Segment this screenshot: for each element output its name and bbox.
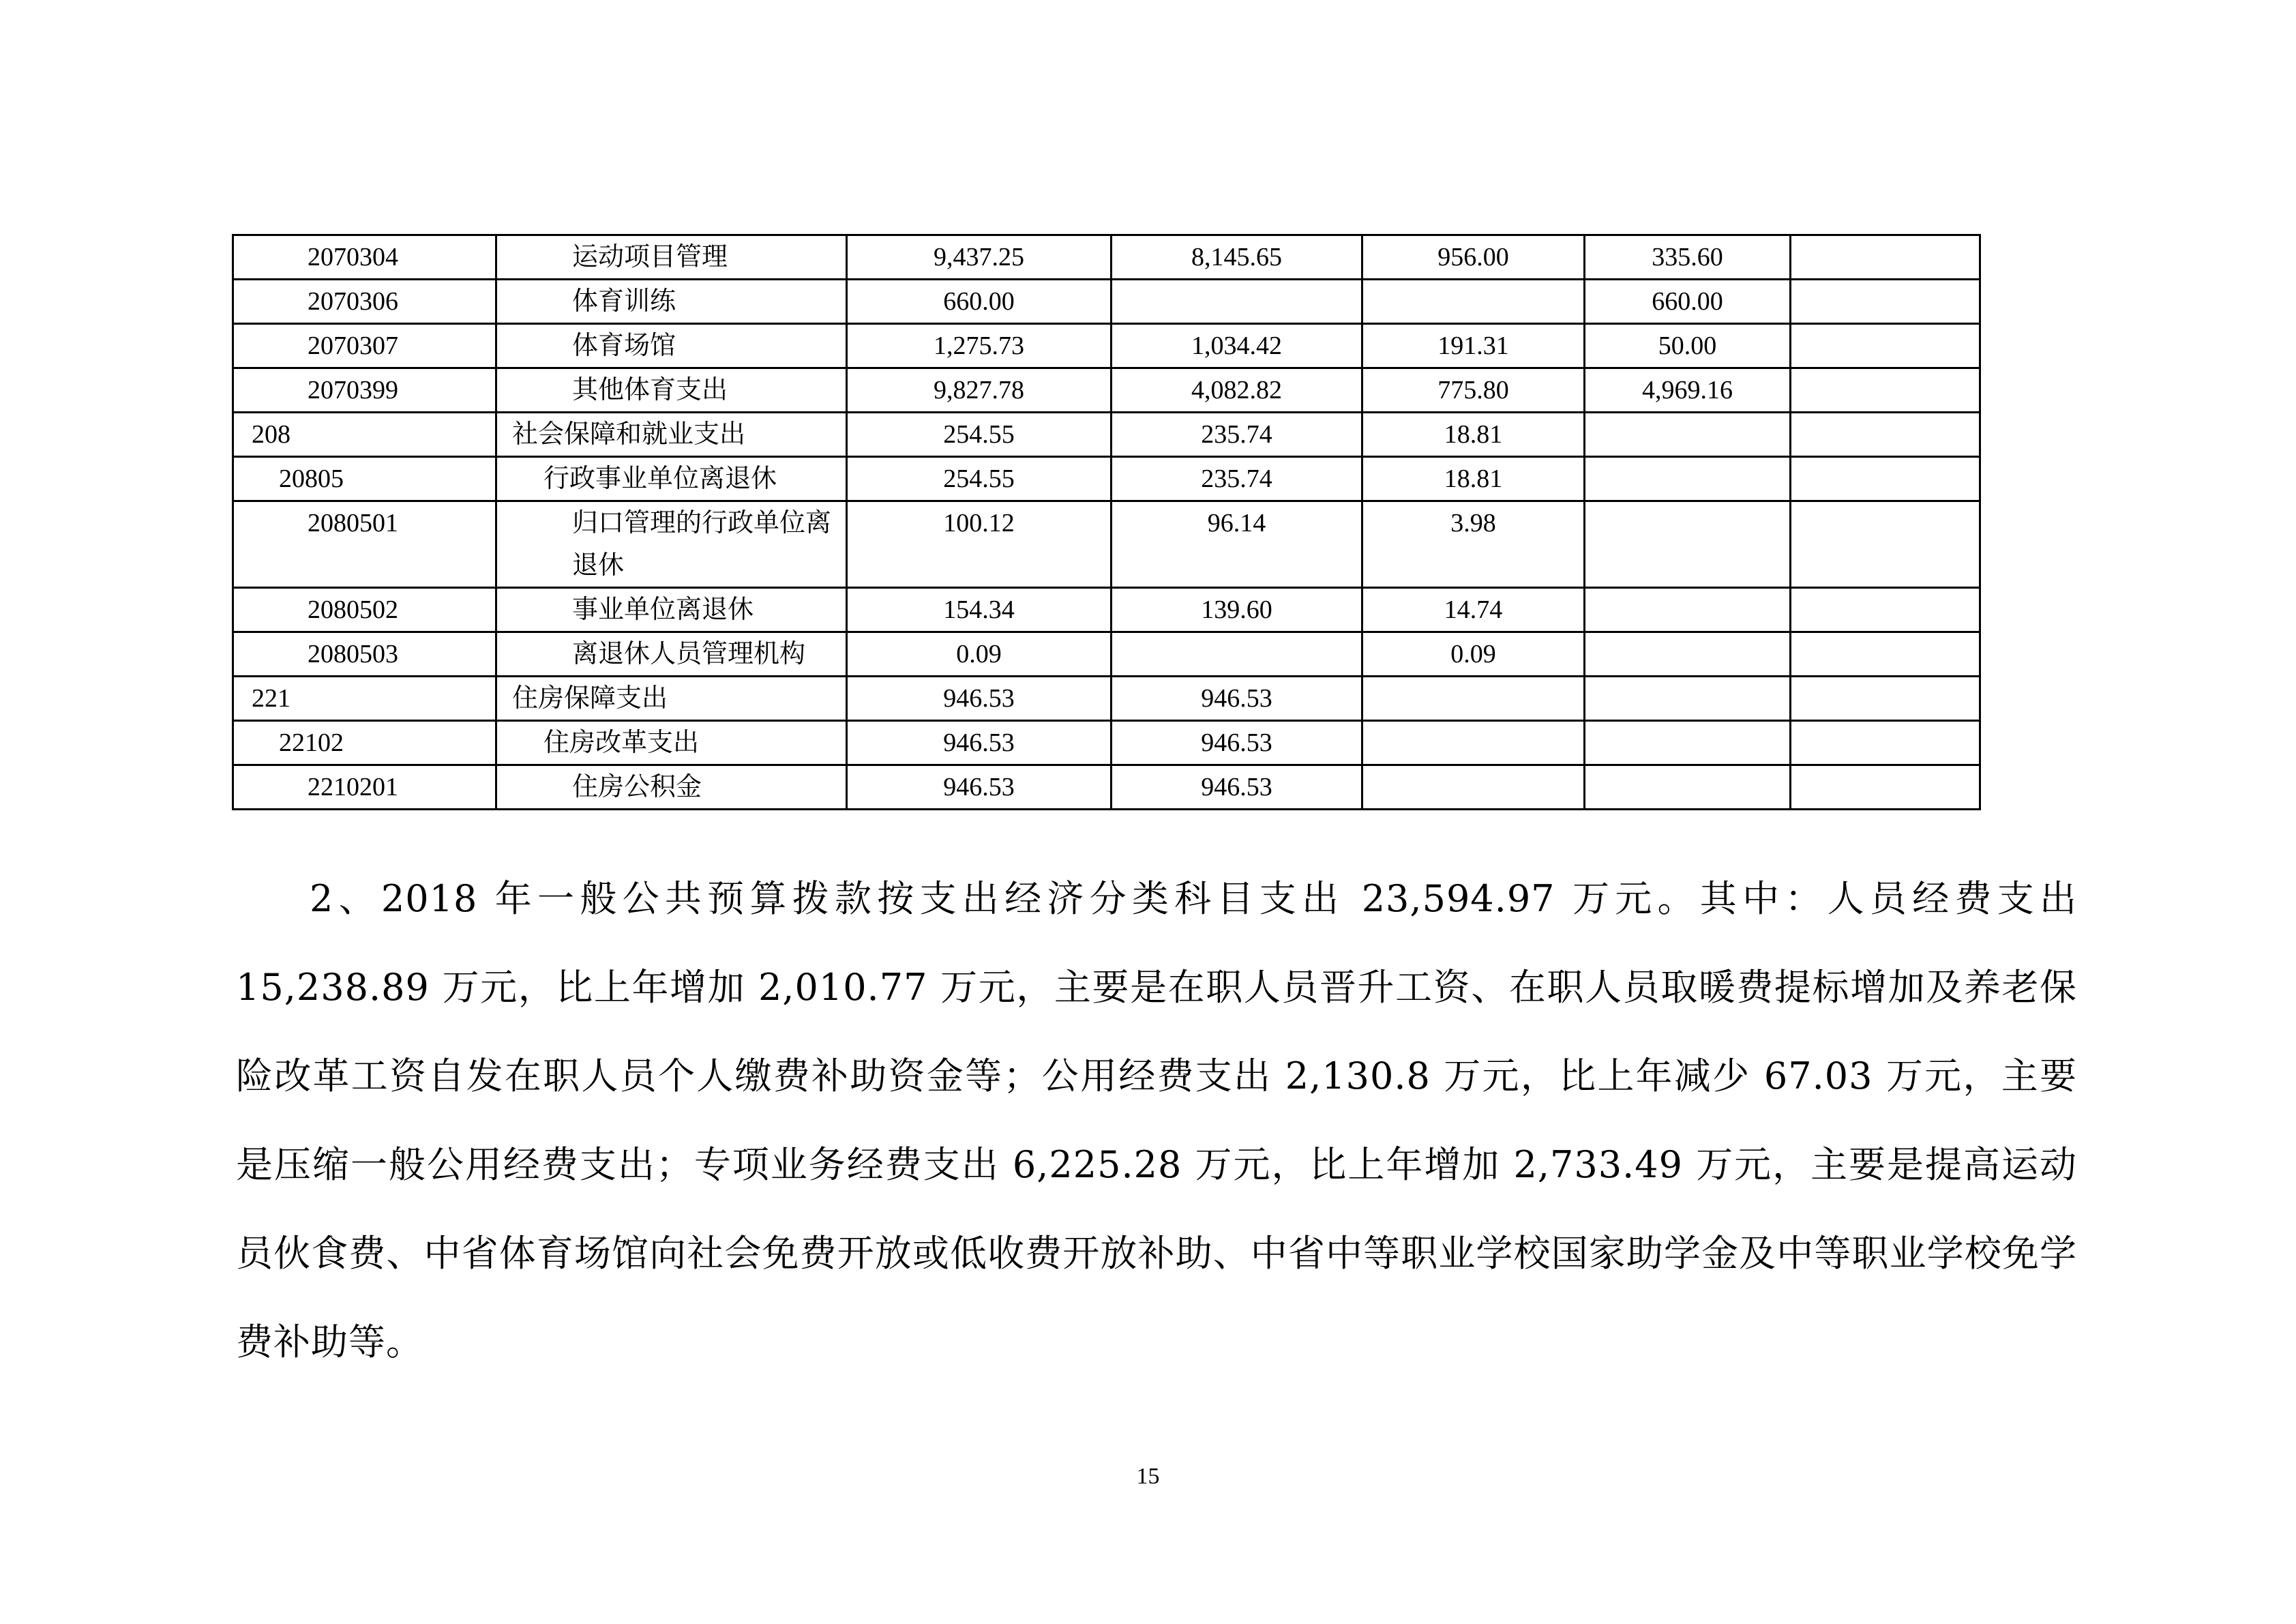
amount-cell-v1: 9,827.78	[847, 368, 1112, 413]
table-row	[233, 280, 1980, 324]
subject-name-cell: 住房公积金	[496, 765, 847, 810]
table-body	[233, 235, 1980, 810]
amount-cell-v5	[1791, 280, 1980, 324]
table-row	[233, 588, 1980, 632]
table-row	[233, 721, 1980, 765]
subject-name-cell: 体育训练	[496, 280, 847, 324]
amount-cell-v4	[1585, 632, 1791, 677]
amount-cell-v1: 946.53	[847, 677, 1112, 721]
subject-name-cell: 事业单位离退休	[496, 588, 847, 632]
amount-cell-v2: 139.60	[1112, 588, 1362, 632]
amount-cell-v5	[1791, 368, 1980, 413]
body-paragraph: 2、2018 年一般公共预算拨款按支出经济分类科目支出 23,594.97 万元。其中：人员经费支出 15,238.89 万元，比上年增加 2,010.77 万元，主要是在职人员晋升工资、在职人员取暖费提标增加及养老保险改革工资自发在职人员个人缴费补助资金等；公用经费支出 2,130.8 万元，比上年减少 67.03 万元，主要是压缩一般公用经费支出；专项业务经费支出 6,225.28 万元，比上年增加 2,733.49 万元，主要是提高运动员伙食费、中省体育场馆向社会免费开放或低收费开放补助、中省中等职业学校国家助学金及中等职业学校免学费补助等。	[236, 877, 2077, 1363]
amount-cell-v4	[1585, 765, 1791, 810]
amount-cell-v3: 18.81	[1362, 457, 1585, 501]
amount-cell-v3: 0.09	[1362, 632, 1585, 677]
amount-cell-v2	[1112, 632, 1362, 677]
amount-cell-v2: 8,145.65	[1112, 235, 1362, 280]
amount-cell-v1: 9,437.25	[847, 235, 1112, 280]
amount-cell-v2: 4,082.82	[1112, 368, 1362, 413]
amount-cell-v2: 946.53	[1112, 721, 1362, 765]
amount-cell-v2: 1,034.42	[1112, 324, 1362, 368]
amount-cell-v5	[1791, 721, 1980, 765]
subject-name-cell: 体育场馆	[496, 324, 847, 368]
table-row	[233, 413, 1980, 457]
subject-code-cell: 2210201	[233, 765, 496, 810]
amount-cell-v3: 956.00	[1362, 235, 1585, 280]
amount-cell-v1: 1,275.73	[847, 324, 1112, 368]
amount-cell-v5	[1791, 588, 1980, 632]
subject-code-cell: 2070306	[233, 280, 496, 324]
amount-cell-v1: 154.34	[847, 588, 1112, 632]
subject-name-cell: 住房改革支出	[496, 721, 847, 765]
subject-code-cell: 2070307	[233, 324, 496, 368]
amount-cell-v4: 4,969.16	[1585, 368, 1791, 413]
amount-cell-v3: 14.74	[1362, 588, 1585, 632]
amount-cell-v5	[1791, 324, 1980, 368]
subject-code-cell: 2080503	[233, 632, 496, 677]
table-row	[233, 501, 1980, 588]
table-row	[233, 677, 1980, 721]
amount-cell-v3: 775.80	[1362, 368, 1585, 413]
table-row	[233, 765, 1980, 810]
subject-name-cell: 归口管理的行政单位离退休	[496, 501, 847, 588]
amount-cell-v5	[1791, 413, 1980, 457]
amount-cell-v4	[1585, 457, 1791, 501]
amount-cell-v1: 0.09	[847, 632, 1112, 677]
subject-name-cell: 运动项目管理	[496, 235, 847, 280]
subject-name-cell: 其他体育支出	[496, 368, 847, 413]
amount-cell-v2	[1112, 280, 1362, 324]
amount-cell-v2: 235.74	[1112, 413, 1362, 457]
table-row	[233, 368, 1980, 413]
subject-code-cell: 2080501	[233, 501, 496, 588]
subject-code-cell: 2070399	[233, 368, 496, 413]
amount-cell-v4: 335.60	[1585, 235, 1791, 280]
amount-cell-v4	[1585, 588, 1791, 632]
subject-code-cell: 208	[233, 413, 496, 457]
table-row	[233, 632, 1980, 677]
subject-code-cell: 221	[233, 677, 496, 721]
budget-expenditure-table	[232, 234, 1981, 810]
amount-cell-v1: 100.12	[847, 501, 1112, 588]
amount-cell-v4	[1585, 721, 1791, 765]
amount-cell-v4	[1585, 501, 1791, 588]
subject-name-cell: 住房保障支出	[496, 677, 847, 721]
subject-code-cell: 2080502	[233, 588, 496, 632]
amount-cell-v2: 235.74	[1112, 457, 1362, 501]
amount-cell-v2: 946.53	[1112, 677, 1362, 721]
amount-cell-v2: 96.14	[1112, 501, 1362, 588]
page-number: 15	[1136, 1464, 1160, 1489]
amount-cell-v5	[1791, 677, 1980, 721]
amount-cell-v4	[1585, 677, 1791, 721]
amount-cell-v5	[1791, 632, 1980, 677]
amount-cell-v3: 3.98	[1362, 501, 1585, 588]
amount-cell-v1: 946.53	[847, 721, 1112, 765]
table-row	[233, 324, 1980, 368]
amount-cell-v3: 191.31	[1362, 324, 1585, 368]
amount-cell-v3: 18.81	[1362, 413, 1585, 457]
amount-cell-v1: 660.00	[847, 280, 1112, 324]
amount-cell-v3	[1362, 765, 1585, 810]
subject-name-cell: 社会保障和就业支出	[496, 413, 847, 457]
table-row	[233, 235, 1980, 280]
amount-cell-v4: 50.00	[1585, 324, 1791, 368]
amount-cell-v1: 946.53	[847, 765, 1112, 810]
amount-cell-v4	[1585, 413, 1791, 457]
table-row	[233, 457, 1980, 501]
amount-cell-v2: 946.53	[1112, 765, 1362, 810]
subject-code-cell: 2070304	[233, 235, 496, 280]
subject-code-cell: 20805	[233, 457, 496, 501]
amount-cell-v1: 254.55	[847, 413, 1112, 457]
amount-cell-v5	[1791, 457, 1980, 501]
amount-cell-v5	[1791, 501, 1980, 588]
subject-name-cell: 行政事业单位离退休	[496, 457, 847, 501]
amount-cell-v3	[1362, 677, 1585, 721]
amount-cell-v4: 660.00	[1585, 280, 1791, 324]
subject-name-cell: 离退休人员管理机构	[496, 632, 847, 677]
subject-code-cell: 22102	[233, 721, 496, 765]
amount-cell-v5	[1791, 235, 1980, 280]
amount-cell-v1: 254.55	[847, 457, 1112, 501]
amount-cell-v3	[1362, 280, 1585, 324]
amount-cell-v5	[1791, 765, 1980, 810]
amount-cell-v3	[1362, 721, 1585, 765]
